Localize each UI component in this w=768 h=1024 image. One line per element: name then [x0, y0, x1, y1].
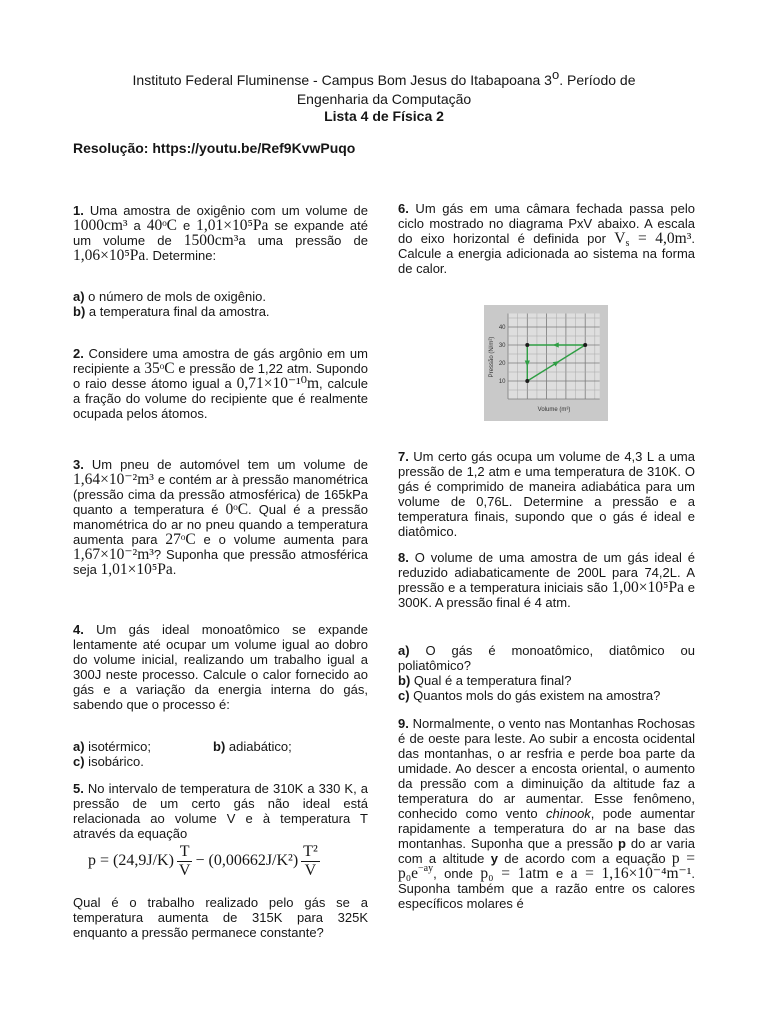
math-rest: = 4,0m³ — [629, 230, 692, 247]
option-text: isotérmico; — [84, 739, 152, 754]
question-text: . Suponha também que a razão entre os calores específicos molares é — [398, 866, 695, 911]
math-expression: 27ᵒC — [165, 531, 196, 548]
question-number: 3. — [73, 457, 84, 472]
period-text: . Período de — [559, 72, 636, 88]
math-base: V — [614, 230, 626, 247]
resolution-link[interactable]: https://youtu.be/Ref9KvwPuqo — [152, 140, 356, 156]
course-line: Engenharia da Computação — [296, 91, 472, 107]
option-c — [73, 754, 368, 769]
question-text: e 300K. A pressão final é 4 atm. — [398, 580, 695, 610]
bold-variable: y — [490, 851, 498, 866]
question-text: . Qual é a pressão manométrica do ar no pneu quando a temperatura aumenta para — [73, 502, 368, 547]
question-1 — [73, 203, 368, 263]
question-1-options — [73, 289, 368, 319]
math-expression: 0,71×10⁻¹⁰m — [236, 375, 320, 392]
question-1-statement — [73, 203, 368, 263]
fraction-t2-over-v — [301, 843, 320, 880]
question-text: O volume de uma amostra de um gás ideal é reduzido adiabaticamente de 200L para 74,2L. A pressão e a temperatura iniciais são — [398, 550, 695, 595]
option-label: a) — [73, 289, 85, 304]
option-text: o número de mols de oxigênio. — [84, 289, 266, 304]
bold-variable: p — [617, 836, 626, 851]
option-label: a) — [398, 643, 410, 658]
option-text: Quantos mols do gás existem na amostra? — [409, 688, 661, 703]
math-expression: 1,01×10⁵Pa — [100, 561, 173, 578]
math-expression: p₀ = 1atm — [480, 865, 549, 882]
option-label: b) — [213, 739, 226, 754]
option-a — [398, 643, 695, 673]
institution-line — [40, 67, 728, 89]
y-tick-label: 40 — [498, 325, 506, 331]
fraction-numerator: T² — [303, 843, 318, 860]
question-9 — [398, 716, 695, 911]
option-label: a) — [73, 739, 85, 754]
ordinal-superscript: o — [551, 67, 560, 82]
question-text: Um gás ideal monoatômico se expande lentamente até ocupar um volume igual ao dobro do volume inicial, realizando um trabalho igual a 300J neste processo. Calcule o calor fornecido ao gás e a variação da energia interna do gás, sabendo que o processo é: — [73, 622, 368, 712]
question-8-options — [398, 643, 695, 703]
question-2-statement — [73, 346, 368, 421]
math-expression: 1500cm³ — [183, 232, 239, 249]
math-expression: 1,01×10⁵Pa — [196, 217, 269, 234]
question-number: 4. — [73, 622, 84, 637]
pressure-equation — [88, 843, 323, 880]
question-text: e — [177, 218, 197, 233]
resolution-line — [73, 139, 355, 157]
math-base: p = p₀e — [398, 850, 695, 882]
option-a — [73, 289, 368, 304]
question-4-options — [73, 739, 368, 769]
y-axis-label: Pressão (N/m²) — [489, 336, 495, 378]
question-text: e pressão de 1,22 atm. Supondo o raio desse átomo igual a — [73, 361, 368, 391]
list-title: Lista 4 de Física 2 — [324, 108, 444, 124]
math-expression: a = 1,16×10⁻⁴m⁻¹ — [570, 865, 692, 882]
question-text: Um certo gás ocupa um volume de 4,3 L a uma pressão de 1,2 atm e uma temperatura de 310K. O gás é comprimido de maneira adiabática para um volume de 0,76L. Determine a pressão e a temperatura finais, supondo que o gás é ideal e diatômico. — [398, 449, 695, 539]
question-8 — [398, 550, 695, 610]
question-2 — [73, 346, 368, 421]
option-label: c) — [398, 688, 410, 703]
question-text: . Determine: — [145, 248, 217, 263]
question-text: , pode aumentar rapidamente a temperatura do ar na base das montanhas. Suponha que a pressão — [398, 806, 695, 851]
question-number: 9. — [398, 716, 409, 731]
state-point — [525, 379, 529, 383]
state-point — [525, 343, 529, 347]
state-point — [583, 343, 587, 347]
x-axis-label: Volume (m³) — [537, 407, 571, 413]
question-number: 2. — [73, 346, 84, 361]
question-text: e — [548, 866, 571, 881]
question-text: a uma pressão de — [238, 233, 368, 248]
pv-diagram-figure — [484, 305, 608, 421]
question-text: , onde — [433, 866, 481, 881]
question-text: do ar varia com a altitude — [398, 836, 695, 866]
fraction-denominator: V — [304, 862, 317, 879]
question-text: de acordo com a equação — [497, 851, 672, 866]
question-text: Um gás em uma câmara fechada passa pelo ciclo mostrado no diagrama PxV abaixo. A escala do eixo horizontal é definida por — [398, 201, 695, 246]
option-b — [73, 304, 368, 319]
math-expression: 1,00×10⁵Pa — [611, 579, 684, 596]
math-expression: 1,06×10⁵Pa — [73, 247, 146, 264]
option-label: b) — [73, 304, 86, 319]
options-row — [73, 739, 368, 754]
fraction-denominator: V — [178, 862, 191, 879]
option-b — [398, 673, 695, 688]
question-6 — [398, 201, 695, 276]
question-number: 8. — [398, 550, 409, 565]
math-expression: 40ᵒC — [146, 217, 178, 234]
option-label: c) — [73, 754, 85, 769]
option-c — [398, 688, 695, 703]
question-text: a — [127, 218, 147, 233]
pv-diagram — [484, 305, 608, 421]
institution-text: Instituto Federal Fluminense - Campus Bom Jesus do Itabapoana 3 — [132, 72, 552, 88]
y-tick-label: 10 — [498, 379, 506, 385]
option-label: b) — [398, 673, 411, 688]
question-text: ? Suponha que pressão atmosférica seja — [73, 547, 368, 577]
option-text: Qual é a temperatura final? — [410, 673, 572, 688]
fraction-t-over-v — [177, 843, 193, 880]
math-expression — [614, 230, 691, 247]
question-text: e contém ar à pressão manométrica (pressão cima da pressão atmosférica) de 165kPa quanto a temperatura é — [73, 472, 368, 517]
question-3-statement — [73, 457, 368, 577]
math-expression: 35ᵒC — [144, 360, 175, 377]
question-text: Um pneu de automóvel tem um volume de — [83, 457, 368, 472]
math-expression: 1,64×10⁻²m³ — [73, 471, 154, 488]
question-text: e o volume aumenta para — [195, 532, 368, 547]
question-8-statement — [398, 550, 695, 610]
math-exponent: −ay — [418, 863, 434, 874]
option-a — [73, 739, 213, 754]
question-text: . — [172, 562, 177, 577]
question-text: Uma amostra de oxigênio com um volume de — [83, 203, 368, 218]
question-text: , calcule a fração do volume do recipiente que é realmente ocupada pelos átomos. — [73, 376, 368, 421]
equation-lhs: p = (24,9J/K) — [88, 852, 174, 870]
italic-term: chinook — [545, 806, 591, 821]
plot-area — [508, 314, 600, 400]
question-text: Qual é o trabalho realizado pelo gás se a temperatura aumenta de 315K para 325K enquanto a pressão permanece constante? — [73, 895, 368, 940]
question-5-statement — [73, 781, 368, 841]
question-text: se expande até um volume de — [73, 218, 368, 248]
question-text: Normalmente, o vento nas Montanhas Rochosas é de oeste para leste. Ao subir a encosta ocidental das montanhas, o ar resfria e perde boa parte da umidade. Ao descer a encosta oriental, o aumento da pressão com a diminuição da altitude faz a temperatura do ar aumentar. Esse fenômeno, conhecido como vento — [398, 716, 695, 821]
option-text: a temperatura final da amostra. — [85, 304, 270, 319]
fraction-numerator: T — [177, 843, 193, 862]
question-4 — [73, 622, 368, 712]
y-tick-label: 30 — [498, 343, 506, 349]
option-text: O gás é monoatômico, diatômico ou poliatômico? — [398, 643, 695, 673]
question-text: Considere uma amostra de gás argônio em um recipiente a — [73, 346, 368, 376]
question-text: No intervalo de temperatura de 310K a 330 K, a pressão de um certo gás não ideal está relacionada ao volume V e à temperatura T através da equação — [73, 781, 368, 841]
math-expression: 1000cm³ — [73, 217, 128, 234]
equation-middle-term: − (0,00662J/K²) — [195, 852, 299, 870]
option-b — [213, 739, 292, 754]
question-number: 5. — [73, 781, 84, 796]
option-text: isobárico. — [84, 754, 144, 769]
math-expression: 1,67×10⁻²m³ — [73, 546, 154, 563]
y-tick-label: 20 — [498, 361, 506, 367]
question-5 — [73, 781, 368, 841]
question-text: . Calcule a energia adicionada ao sistema na forma de calor. — [398, 231, 695, 276]
question-9-statement — [398, 716, 695, 911]
question-number: 1. — [73, 203, 84, 218]
question-number: 7. — [398, 449, 409, 464]
resolution-label: Resolução: — [73, 140, 149, 156]
question-4-statement — [73, 622, 368, 712]
option-text: adiabático; — [225, 739, 292, 754]
question-3 — [73, 457, 368, 577]
math-subscript: s — [625, 238, 630, 249]
question-7-statement — [398, 449, 695, 539]
question-7 — [398, 449, 695, 539]
math-expression: 0ᵒC — [225, 501, 249, 518]
question-5-question — [73, 895, 368, 940]
question-number: 6. — [398, 201, 409, 216]
question-6-statement — [398, 201, 695, 276]
